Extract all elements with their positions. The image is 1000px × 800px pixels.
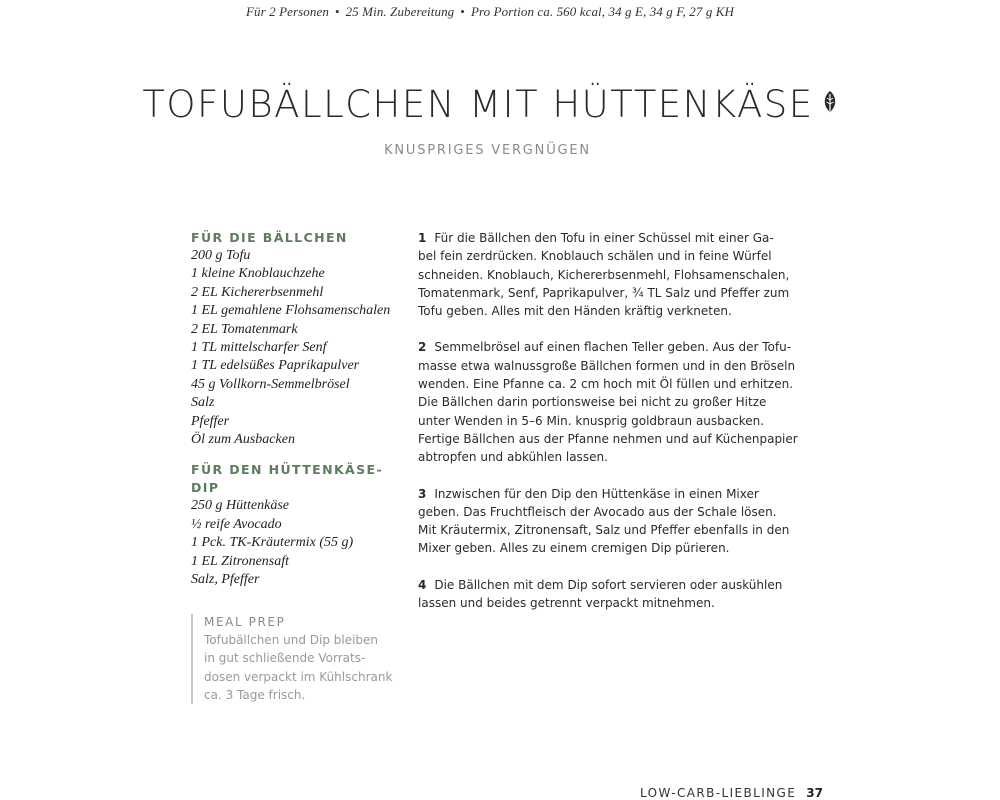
step-text: Semmelbrösel auf einen flachen Teller geben. Aus der Tofu- [434,340,792,355]
page-footer [640,786,823,800]
ingredient-item: 2 EL Kichererbsenmehl [191,284,324,300]
step-line: wenden. Eine Pfanne ca. 2 cm hoch mit Öl füllen und erhitzen. [418,377,794,392]
recipe-title-block [0,83,980,128]
ingredient-item: 200 g Tofu [191,248,251,263]
ingredient-group-heading: FÜR DIE BÄLLCHEN [191,230,348,245]
step-line [418,576,798,594]
ingredient-item: ½ reife Avocado [191,516,282,532]
section-name: LOW-CARB-LIEBLINGE [640,786,797,800]
nutrition-info: Pro Portion ca. 560 kcal, 34 g E, 34 g F, 27 g KH [470,4,735,19]
ingredient-item: 45 g Vollkorn-Semmelbrösel [191,376,350,392]
servings: Für 2 Personen [245,4,329,19]
recipe-title: TOFUBÄLLCHEN MIT HÜTTENKÄSE [142,83,814,126]
ingredient-item: 1 kleine Knoblauchzehe [191,266,325,282]
ingredient-item: Öl zum Ausbacken [191,432,295,448]
step-line: Die Bällchen darin portionsweise bei nicht zu großer Hitze [418,395,767,410]
ingredient-list [191,497,401,589]
step-line: abtropfen und abkühlen lassen. [418,450,608,465]
ingredient-group [191,229,401,449]
recipe-subtitle: KNUSPRIGES VERGNÜGEN [384,143,591,158]
step-text: Inzwischen für den Dip den Hüttenkäse in einen Mixer [434,486,759,501]
ingredient-item: 1 Pck. TK-Kräutermix (55 g) [191,535,354,551]
ingredient-item: 1 TL mittelscharfer Senf [191,340,327,356]
instruction-step [418,229,798,320]
step-line: schneiden. Knoblauch, Kichererbsenmehl, Flohsamenschalen, [418,267,790,282]
step-line: Mit Kräutermix, Zitronensaft, Salz und Pfeffer ebenfalls in den [418,523,790,538]
recipe-meta [0,4,980,20]
ingredient-group [191,461,401,589]
separator-dot: • [460,4,465,19]
prep-time: 25 Min. Zubereitung [345,4,455,19]
step-line: Tomatenmark, Senf, Paprikapulver, ¾ TL Salz und Pfeffer zum [418,285,790,300]
step-number: 4 [418,577,427,592]
step-line: Mixer geben. Alles zu einem cremigen Dip pürieren. [418,541,730,556]
ingredients-column [191,229,401,602]
ingredient-item: 1 EL Zitronensaft [191,553,290,569]
step-line: masse etwa walnussgroße Bällchen formen und in den Bröseln [418,358,796,373]
step-number: 1 [418,231,427,245]
step-line [418,485,798,503]
step-line: geben. Das Fruchtfleisch der Avocado aus der Schale lösen. [418,504,777,519]
page-number: 37 [806,786,823,800]
leaf-icon [822,82,838,125]
step-number: 3 [418,486,427,501]
ingredient-item: Salz [191,395,215,411]
ingredient-item: Pfeffer [191,413,230,429]
ingredient-item: 1 EL gemahlene Flohsamenschalen [191,303,391,319]
step-text: Die Bällchen mit dem Dip sofort servieren oder auskühlen [434,577,783,592]
step-text: Für die Bällchen den Tofu in einer Schüssel mit einer Ga- [434,231,774,245]
meal-prep-text: Tofubällchen und Dip bleiben in gut schließende Vorrats- dosen verpackt im Kühlschrank ca. 3 Tage frisch. [204,633,393,703]
step-number: 2 [418,340,427,355]
step-line [418,338,798,356]
ingredient-item: 2 EL Tomatenmark [191,321,298,337]
step-line [418,229,798,247]
meal-prep-box [191,614,401,704]
step-line: Fertige Bällchen aus der Pfanne nehmen und auf Küchenpapier [418,431,798,446]
instruction-step [418,576,798,613]
ingredient-item: 250 g Hüttenkäse [191,498,289,514]
ingredient-item: Salz, Pfeffer [191,572,260,588]
ingredient-group-heading: FÜR DEN HÜTTENKÄSE-DIP [191,462,384,496]
instruction-step [418,338,798,466]
ingredient-item: 1 TL edelsüßes Paprikapulver [191,358,360,374]
step-line: bel fein zerdrücken. Knoblauch schälen und in feine Würfel [418,249,772,264]
step-line: Tofu geben. Alles mit den Händen kräftig verkneten. [418,304,732,319]
separator-dot: • [334,4,340,19]
meal-prep-title: MEAL PREP [204,615,286,629]
step-line: unter Wenden in 5–6 Min. knusprig goldbraun ausbacken. [418,413,765,428]
instruction-step [418,485,798,558]
instructions-column [418,229,798,630]
ingredient-list [191,247,401,449]
step-line: lassen und beides getrennt verpackt mitnehmen. [418,596,715,611]
